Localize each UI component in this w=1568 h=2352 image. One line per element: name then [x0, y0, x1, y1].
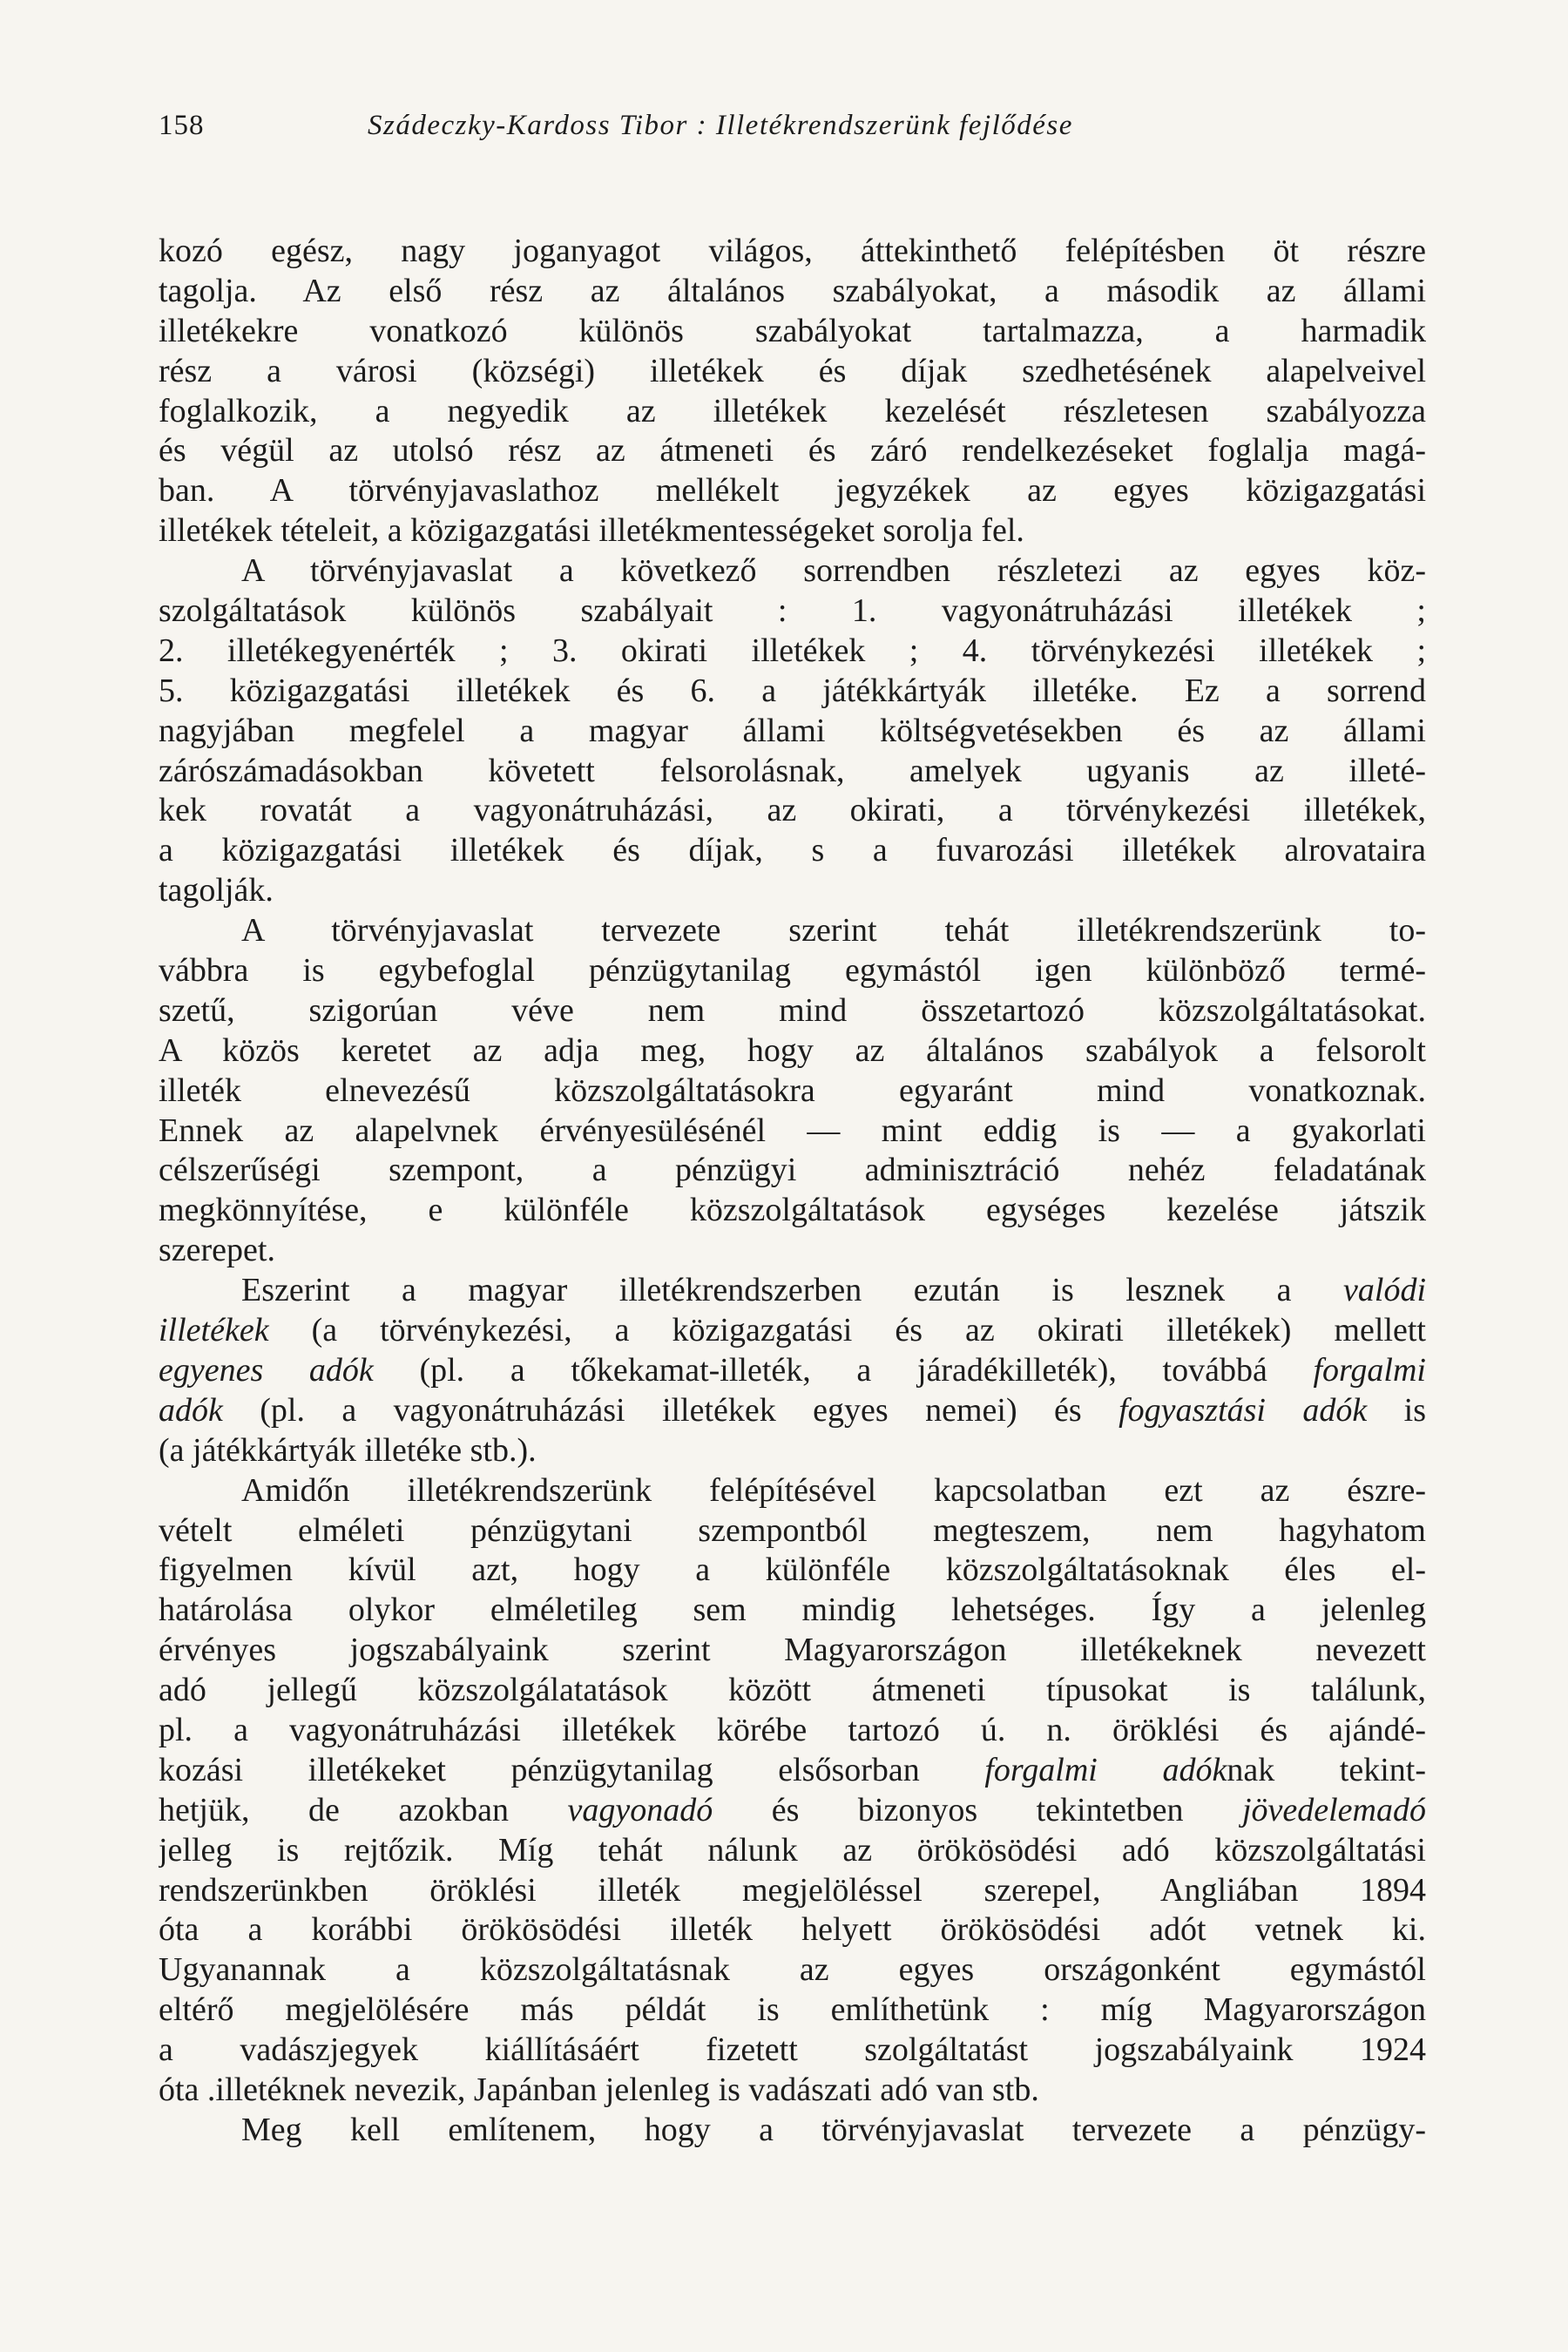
text-segment: nak tekint-	[1227, 1751, 1426, 1788]
text-segment: foglalkozik, a negyedik az illetékek kezelését részletesen szabályozza	[159, 392, 1426, 429]
text-line	[159, 831, 1426, 871]
text-line	[159, 591, 1426, 632]
text-line	[159, 1112, 1426, 1152]
text-line	[159, 1511, 1426, 1551]
text-segment: a közigazgatási illetékek és díjak, s a fuvarozási illetékek alrovataira	[159, 832, 1426, 869]
text-segment: A törvényjavaslat tervezete szerint tehát illetékrendszerünk to-	[241, 912, 1426, 950]
text-segment: érvényes jogszabályaink szerint Magyarországon illetékeknek nevezett	[159, 1632, 1426, 1669]
text-line	[159, 871, 1426, 911]
text-segment: figyelmen kívül azt, hogy a különféle közszolgáltatásoknak éles el-	[159, 1551, 1426, 1589]
running-title: Szádeczky-Kardoss Tibor : Illetékrendszerünk fejlődése	[368, 110, 1073, 141]
text-line	[159, 392, 1426, 432]
text-segment: (pl. a vagyonátruházási illetékek egyes nemei) és	[222, 1391, 1119, 1429]
text-segment: a vadászjegyek kiállításáért fizetett szolgáltatást jogszabályaink 1924	[159, 2031, 1426, 2069]
text-segment: 2. illetékegyenérték ; 3. okirati illetékek ; 4. törvénykezési illetékek ;	[159, 632, 1426, 669]
text-segment: és végül az utolsó rész az átmeneti és záró rendelkezéseket foglalja magá-	[159, 432, 1426, 470]
page-number: 158	[159, 110, 205, 141]
text-segment: tagolják.	[159, 872, 274, 909]
text-line	[159, 2111, 1426, 2151]
text-segment: szetű, szigorúan véve nem mind összetartozó közszolgáltatásokat.	[159, 991, 1426, 1029]
text-segment: nagyjában megfelel a magyar állami költségvetésekben és az állami	[159, 712, 1426, 749]
text-segment: is	[1367, 1391, 1426, 1429]
text-line	[159, 1791, 1426, 1831]
text-segment: zárószámadásokban követett felsorolásnak, amelyek ugyanis az illeté-	[159, 752, 1426, 789]
text-segment: hetjük, de azokban	[159, 1791, 568, 1828]
text-line	[159, 791, 1426, 831]
body-text	[159, 232, 1426, 2151]
italic-text: egyenes adók	[159, 1351, 374, 1389]
text-line	[159, 1950, 1426, 1990]
text-line	[159, 1871, 1426, 1911]
text-segment: óta a korábbi örökösödési illeték helyett örökösödési adót vetnek ki.	[159, 1911, 1426, 1949]
text-line	[159, 471, 1426, 511]
text-segment: megkönnyítése, e különféle közszolgáltatások egységes kezelése játszik	[159, 1192, 1426, 1229]
text-line	[159, 431, 1426, 471]
text-segment: A törvényjavaslat a következő sorrendben részletezi az egyes köz-	[241, 552, 1426, 590]
text-line	[159, 991, 1426, 1031]
text-line	[159, 511, 1426, 551]
text-segment: eltérő megjelölésére más példát is említhetünk : míg Magyarországon	[159, 1991, 1426, 2029]
text-line	[159, 352, 1426, 392]
text-segment: (pl. a tőkekamat-illeték, a járadékilleték), továbbá	[373, 1351, 1314, 1389]
italic-text: fogyasztási adók	[1119, 1391, 1368, 1429]
text-segment: (a törvénykezési, a közigazgatási és az okirati illetékek) mellett	[268, 1312, 1426, 1349]
text-line	[159, 312, 1426, 352]
text-segment: szerepet.	[159, 1232, 275, 1269]
italic-text: adók	[159, 1391, 223, 1429]
text-segment: szolgáltatások különös szabályait : 1. vagyonátruházási illetékek ;	[159, 592, 1426, 630]
italic-text: valódi	[1343, 1272, 1426, 1309]
text-line	[159, 752, 1426, 792]
text-line	[159, 1071, 1426, 1112]
text-line	[159, 1431, 1426, 1471]
text-segment: rész a városi (községi) illetékek és díjak szedhetésének alapelveivel	[159, 352, 1426, 389]
text-line	[159, 1990, 1426, 2031]
text-segment: vábbra is egybefoglal pénzügytanilag egymástól igen különböző termé-	[159, 952, 1426, 990]
text-segment: Eszerint a magyar illetékrendszerben ezután is lesznek a	[241, 1272, 1344, 1309]
italic-text: forgalmi adók	[984, 1751, 1227, 1788]
text-segment: tagolja. Az első rész az általános szabályokat, a második az állami	[159, 272, 1426, 309]
text-segment: határolása olykor elméletileg sem mindig lehetséges. Így a jelenleg	[159, 1592, 1426, 1629]
text-segment: Amidőn illetékrendszerünk felépítésével kapcsolatban ezt az észre-	[241, 1471, 1426, 1509]
text-line	[159, 632, 1426, 672]
text-line	[159, 272, 1426, 312]
text-segment: illetékekre vonatkozó különös szabályokat tartalmazza, a harmadik	[159, 312, 1426, 349]
text-segment: 5. közigazgatási illetékek és 6. a játékkártyák illetéke. Ez a sorrend	[159, 672, 1426, 709]
text-line	[159, 1591, 1426, 1631]
italic-text: vagyonadó	[567, 1791, 713, 1828]
text-line	[159, 551, 1426, 591]
text-segment: rendszerünkben öröklési illeték megjelöléssel szerepel, Angliában 1894	[159, 1871, 1426, 1909]
text-segment: adó jellegű közszolgálatatások között átmeneti típusokat is találunk,	[159, 1672, 1426, 1709]
text-line	[159, 1031, 1426, 1071]
text-segment: kozási illetékeket pénzügytanilag elsősorban	[159, 1751, 985, 1788]
text-line	[159, 1471, 1426, 1511]
text-line	[159, 911, 1426, 951]
text-line	[159, 672, 1426, 712]
text-segment: illetékek tételeit, a közigazgatási illetékmentességeket sorolja fel.	[159, 512, 1024, 550]
text-line	[159, 1551, 1426, 1591]
text-segment: kozó egész, nagy joganyagot világos, áttekinthető felépítésben öt részre	[159, 233, 1426, 269]
text-segment: ban. A törvényjavaslathoz mellékelt jegyzékek az egyes közigazgatási	[159, 472, 1426, 510]
italic-text: illetékek	[159, 1312, 269, 1349]
text-segment: illeték elnevezésű közszolgáltatásokra egyaránt mind vonatkoznak.	[159, 1071, 1426, 1109]
text-line	[159, 232, 1426, 272]
text-line	[159, 1231, 1426, 1271]
text-line	[159, 1151, 1426, 1191]
text-line	[159, 951, 1426, 991]
italic-text: forgalmi	[1313, 1351, 1426, 1389]
text-line	[159, 2031, 1426, 2071]
text-line	[159, 1910, 1426, 1950]
text-segment: A közös keretet az adja meg, hogy az általános szabályok a felsorolt	[159, 1031, 1426, 1069]
running-head	[159, 110, 1430, 153]
italic-text: jövedelemadó	[1241, 1791, 1426, 1828]
text-segment: Meg kell említenem, hogy a törvényjavaslat tervezete a pénzügy-	[241, 2111, 1426, 2148]
text-line	[159, 1631, 1426, 1671]
text-line	[159, 1311, 1426, 1351]
text-segment: Ennek az alapelvnek érvényesülésénél — mint eddig is — a gyakorlati	[159, 1112, 1426, 1149]
text-segment: és bizonyos tekintetben	[713, 1791, 1242, 1828]
text-segment: célszerűségi szempont, a pénzügyi adminisztráció nehéz feladatának	[159, 1152, 1426, 1189]
text-line	[159, 1271, 1426, 1311]
text-line	[159, 1351, 1426, 1391]
text-segment: vételt elméleti pénzügytani szempontból megteszem, nem hagyhatom	[159, 1511, 1426, 1549]
text-line	[159, 1711, 1426, 1751]
text-segment: Ugyanannak a közszolgáltatásnak az egyes országonként egymástól	[159, 1951, 1426, 1989]
text-line	[159, 1751, 1426, 1791]
text-segment: óta .illetéknek nevezik, Japánban jelenleg is vadászati adó van stb.	[159, 2071, 1039, 2108]
text-line	[159, 1191, 1426, 1231]
text-segment: pl. a vagyonátruházási illetékek körébe tartozó ú. n. öröklési és ajándé-	[159, 1711, 1426, 1748]
text-line	[159, 1391, 1426, 1431]
text-segment: kek rovatát a vagyonátruházási, az okirati, a törvénykezési illetékek,	[159, 792, 1426, 829]
text-line	[159, 2071, 1426, 2111]
text-line	[159, 712, 1426, 752]
text-line	[159, 1831, 1426, 1871]
text-segment: (a játékkártyák illetéke stb.).	[159, 1431, 537, 1469]
text-segment: jelleg is rejtőzik. Míg tehát nálunk az örökösödési adó közszolgáltatási	[159, 1831, 1426, 1869]
text-line	[159, 1671, 1426, 1711]
